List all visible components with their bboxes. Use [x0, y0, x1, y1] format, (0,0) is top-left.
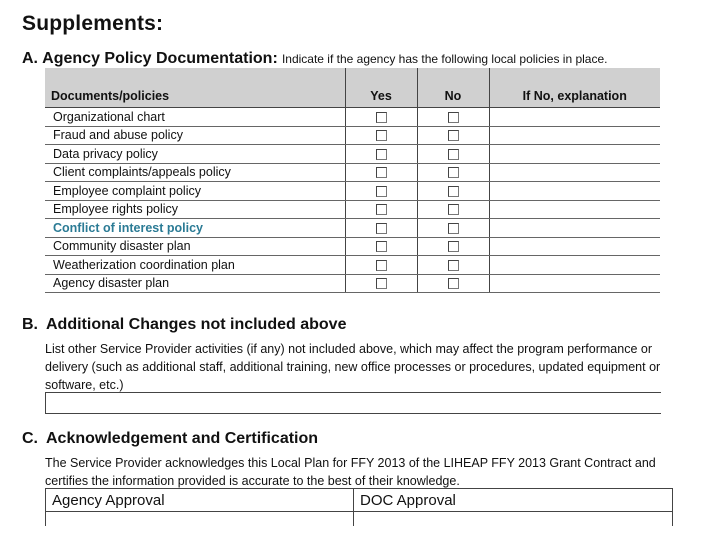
policy-no-cell — [417, 145, 489, 164]
policy-no-cell — [417, 108, 489, 127]
policy-label: Weatherization coordination plan — [45, 256, 345, 275]
policy-no-checkbox[interactable] — [448, 223, 459, 234]
policy-no-cell — [417, 274, 489, 293]
policy-yes-cell — [345, 274, 417, 293]
policy-yes-checkbox[interactable] — [376, 112, 387, 123]
policy-no-checkbox[interactable] — [448, 241, 459, 252]
policy-row — [45, 182, 660, 201]
section-b-body: List other Service Provider activities (if any) not included above, which may affect the program performance or delivery (such as additional staff, additional training, new office processes or procedures, updated equipment or software, etc.) — [45, 342, 661, 392]
policy-row — [45, 219, 660, 238]
column-header-documents: Documents/policies — [45, 68, 345, 108]
policy-yes-checkbox[interactable] — [376, 186, 387, 197]
section-c-header — [22, 430, 318, 448]
section-b-header — [22, 316, 346, 334]
policy-no-cell — [417, 182, 489, 201]
policy-no-checkbox[interactable] — [448, 149, 459, 160]
approval-table — [45, 488, 673, 526]
explanation-field[interactable] — [489, 200, 660, 219]
policy-label: Agency disaster plan — [45, 274, 345, 293]
explanation-field[interactable] — [489, 182, 660, 201]
policy-no-checkbox[interactable] — [448, 130, 459, 141]
explanation-field[interactable] — [489, 237, 660, 256]
section-a-heading: Agency Policy Documentation: — [42, 50, 278, 67]
policy-label: Employee rights policy — [45, 200, 345, 219]
policy-no-cell — [417, 219, 489, 238]
policy-yes-checkbox[interactable] — [376, 278, 387, 289]
policy-no-checkbox[interactable] — [448, 112, 459, 123]
policies-body — [45, 108, 660, 293]
policy-label: Conflict of interest policy — [45, 219, 345, 238]
explanation-field[interactable] — [489, 256, 660, 275]
section-c-heading: Acknowledgement and Certification — [46, 430, 319, 447]
policy-no-checkbox[interactable] — [448, 278, 459, 289]
policies-table — [45, 68, 660, 293]
explanation-field[interactable] — [489, 145, 660, 164]
policy-row — [45, 126, 660, 145]
section-c-letter: C. — [22, 430, 38, 447]
policy-no-checkbox[interactable] — [448, 260, 459, 271]
section-a-letter: A. — [22, 50, 38, 67]
section-b-letter: B. — [22, 316, 38, 333]
doc-approval-header: DOC Approval — [354, 489, 673, 512]
column-header-yes: Yes — [345, 68, 417, 108]
column-header-no: No — [417, 68, 489, 108]
section-a-description: Indicate if the agency has the following local policies in place. — [281, 52, 608, 66]
policy-no-cell — [417, 200, 489, 219]
policy-row — [45, 256, 660, 275]
explanation-field[interactable] — [489, 108, 660, 127]
policy-yes-checkbox[interactable] — [376, 167, 387, 178]
policy-yes-cell — [345, 237, 417, 256]
policy-row — [45, 145, 660, 164]
explanation-field[interactable] — [489, 274, 660, 293]
policy-yes-checkbox[interactable] — [376, 223, 387, 234]
column-header-explanation: If No, explanation — [489, 68, 660, 108]
policy-label: Community disaster plan — [45, 237, 345, 256]
policy-yes-cell — [345, 256, 417, 275]
policy-no-checkbox[interactable] — [448, 167, 459, 178]
agency-approval-cell[interactable] — [46, 512, 354, 527]
policy-no-checkbox[interactable] — [448, 204, 459, 215]
section-c-body: The Service Provider acknowledges this Local Plan for FFY 2013 of the LIHEAP FFY 2013 Grant Contract and certifies the information provided is accurate to the best of their knowledge. — [45, 456, 656, 488]
explanation-field[interactable] — [489, 219, 660, 238]
policy-label: Fraud and abuse policy — [45, 126, 345, 145]
policy-yes-checkbox[interactable] — [376, 260, 387, 271]
policy-row — [45, 274, 660, 293]
policy-yes-checkbox[interactable] — [376, 149, 387, 160]
policy-no-checkbox[interactable] — [448, 186, 459, 197]
policy-yes-cell — [345, 219, 417, 238]
policy-yes-cell — [345, 126, 417, 145]
policy-yes-cell — [345, 200, 417, 219]
policy-label: Data privacy policy — [45, 145, 345, 164]
policy-yes-checkbox[interactable] — [376, 204, 387, 215]
section-b-heading: Additional Changes not included above — [46, 316, 347, 333]
explanation-field[interactable] — [489, 163, 660, 182]
policy-row — [45, 237, 660, 256]
policy-yes-cell — [345, 108, 417, 127]
agency-approval-header: Agency Approval — [46, 489, 354, 512]
policy-no-cell — [417, 126, 489, 145]
explanation-field[interactable] — [489, 126, 660, 145]
policy-label: Employee complaint policy — [45, 182, 345, 201]
section-a-header — [22, 50, 607, 68]
policy-yes-checkbox[interactable] — [376, 130, 387, 141]
policy-row — [45, 163, 660, 182]
policy-no-cell — [417, 163, 489, 182]
policy-yes-cell — [345, 182, 417, 201]
policy-yes-cell — [345, 145, 417, 164]
policy-row — [45, 108, 660, 127]
policy-label: Client complaints/appeals policy — [45, 163, 345, 182]
policy-row — [45, 200, 660, 219]
policy-no-cell — [417, 237, 489, 256]
policy-no-cell — [417, 256, 489, 275]
policy-yes-cell — [345, 163, 417, 182]
policies-header-row — [45, 68, 660, 108]
policy-label: Organizational chart — [45, 108, 345, 127]
additional-changes-field[interactable] — [45, 392, 661, 414]
page-title: Supplements: — [22, 12, 164, 35]
policy-yes-checkbox[interactable] — [376, 241, 387, 252]
doc-approval-cell[interactable] — [354, 512, 673, 527]
